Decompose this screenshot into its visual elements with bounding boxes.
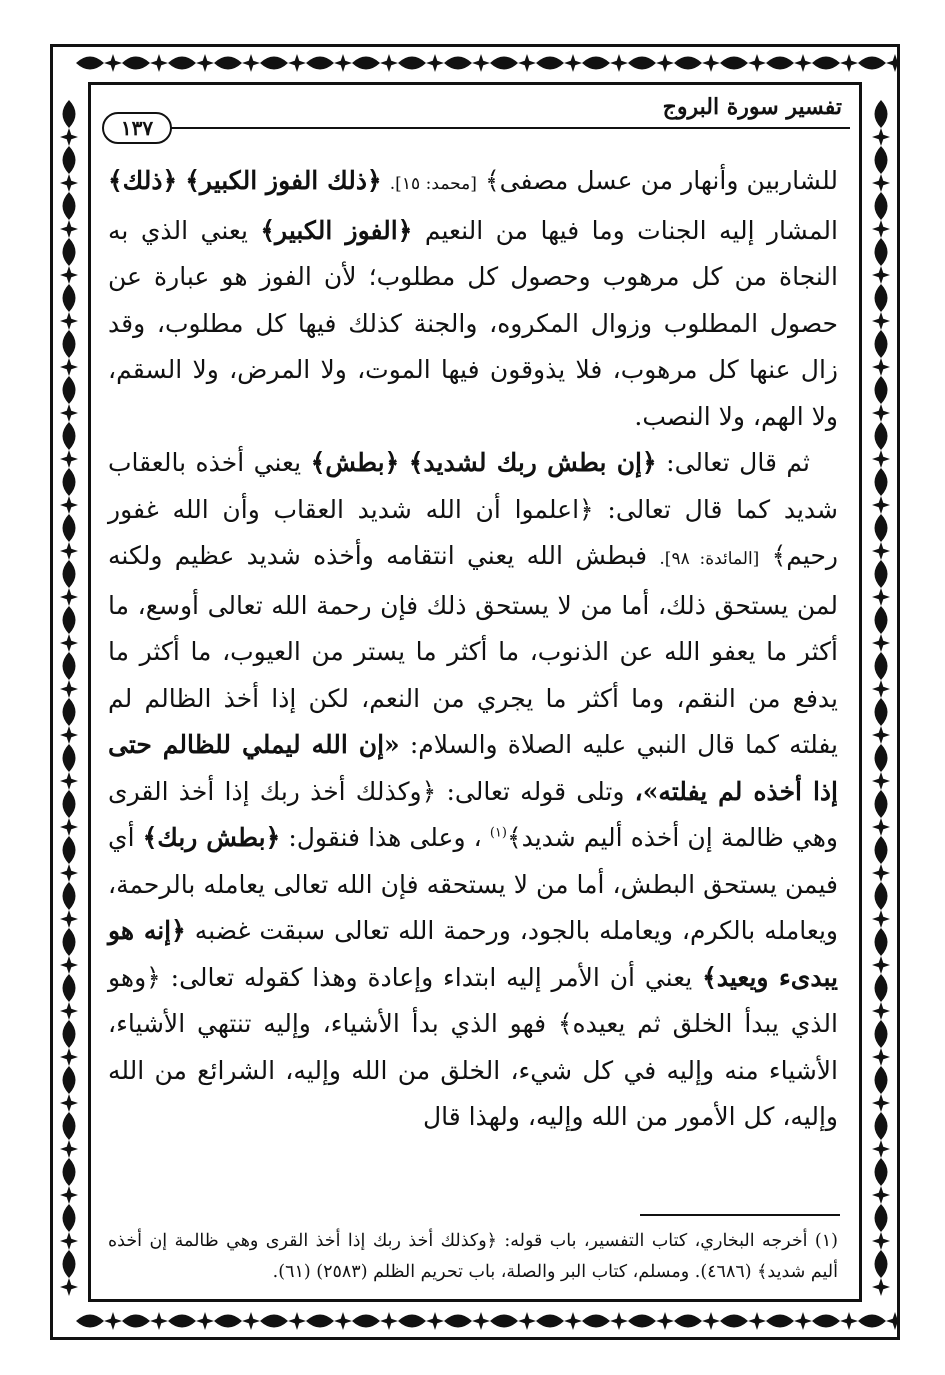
star-ornament	[472, 1312, 490, 1330]
leaf-ornament	[63, 836, 76, 864]
star-ornament	[334, 1312, 352, 1330]
star-ornament	[196, 1312, 214, 1330]
leaf-ornament	[63, 928, 76, 956]
leaf-ornament	[674, 1315, 702, 1328]
leaf-ornament	[490, 1315, 518, 1328]
star-ornament	[380, 1312, 398, 1330]
star-ornament	[60, 1094, 78, 1112]
star-ornament	[872, 450, 890, 468]
leaf-ornament	[214, 1315, 242, 1328]
leaf-ornament	[63, 1066, 76, 1094]
leaf-ornament	[63, 1158, 76, 1186]
leaf-ornament	[122, 57, 150, 70]
star-ornament	[60, 1048, 78, 1066]
leaf-ornament	[63, 192, 76, 220]
star-ornament	[872, 1048, 890, 1066]
leaf-ornament	[582, 57, 610, 70]
leaf-ornament	[875, 146, 888, 174]
running-title: تفسير سورة البروج	[662, 94, 842, 120]
star-ornament	[60, 956, 78, 974]
leaf-ornament	[63, 376, 76, 404]
star-ornament	[60, 1140, 78, 1158]
star-ornament	[196, 54, 214, 72]
star-ornament	[872, 588, 890, 606]
star-ornament	[380, 54, 398, 72]
leaf-ornament	[875, 744, 888, 772]
star-ornament	[748, 1312, 766, 1330]
star-ornament	[60, 1186, 78, 1204]
text-run: أي فيمن يستحق البطش، أما من لا يستحقه فإن الله تعالى يعامله بالرحمة، ويعامله بالكرم، ويعامله بالجود، ورحمة الله تعالى سبقت غضبه	[108, 823, 838, 945]
star-ornament	[334, 54, 352, 72]
star-ornament	[564, 54, 582, 72]
leaf-ornament	[720, 1315, 748, 1328]
star-ornament	[872, 542, 890, 560]
star-ornament	[886, 54, 900, 72]
paragraph-1	[108, 158, 838, 440]
star-ornament	[840, 1312, 858, 1330]
star-ornament	[60, 818, 78, 836]
star-ornament	[60, 358, 78, 376]
leaf-ornament	[766, 57, 794, 70]
star-ornament	[60, 1232, 78, 1250]
star-ornament	[872, 772, 890, 790]
quranic-phrase: ﴿إن بطش ربك لشديد﴾	[408, 448, 657, 477]
leaf-ornament	[76, 57, 104, 70]
hadith-quote: «إن الله ليملي للظالم حتى إذا أخذه لم يفلته»،	[108, 730, 838, 806]
star-ornament	[872, 220, 890, 238]
star-ornament	[702, 54, 720, 72]
star-ornament	[872, 680, 890, 698]
star-ornament	[794, 54, 812, 72]
quranic-phrase: ﴿ذلك﴾	[108, 166, 178, 195]
header-rule	[170, 127, 850, 129]
leaf-ornament	[875, 652, 888, 680]
leaf-ornament	[63, 514, 76, 542]
leaf-ornament	[398, 57, 426, 70]
leaf-ornament	[628, 1315, 656, 1328]
leaf-ornament	[63, 468, 76, 496]
star-ornament	[60, 910, 78, 928]
leaf-ornament	[122, 1315, 150, 1328]
leaf-ornament	[875, 698, 888, 726]
leaf-ornament	[674, 57, 702, 70]
leaf-ornament	[875, 376, 888, 404]
leaf-ornament	[812, 1315, 840, 1328]
star-ornament	[472, 54, 490, 72]
leaf-ornament	[875, 560, 888, 588]
star-ornament	[60, 450, 78, 468]
star-ornament	[60, 1278, 78, 1296]
star-ornament	[872, 496, 890, 514]
star-ornament	[872, 312, 890, 330]
star-ornament	[426, 1312, 444, 1330]
leaf-ornament	[63, 1020, 76, 1048]
quranic-quote: ﴿اعلموا أن الله شديد العقاب وأن الله غفور رحيم﴾	[108, 494, 838, 570]
leaf-ornament	[63, 238, 76, 266]
leaf-ornament	[875, 422, 888, 450]
star-ornament	[656, 54, 674, 72]
star-ornament	[872, 1140, 890, 1158]
leaf-ornament	[306, 57, 334, 70]
leaf-ornament	[63, 560, 76, 588]
text-run: المشار إليه الجنات وما فيها من النعيم	[424, 215, 838, 245]
citation: [المائدة: ٩٨].	[659, 549, 760, 569]
star-ornament	[60, 726, 78, 744]
leaf-ornament	[63, 652, 76, 680]
leaf-ornament	[260, 57, 288, 70]
star-ornament	[60, 128, 78, 146]
text-run: وتلى قوله تعالى: ﴿وكذلك أخذ ربك إذا أخذ القرى وهي ظالمة إن أخذه أليم شديد﴾	[108, 776, 838, 852]
star-ornament	[872, 358, 890, 376]
leaf-ornament	[63, 698, 76, 726]
leaf-ornament	[875, 238, 888, 266]
leaf-ornament	[214, 57, 242, 70]
star-ornament	[242, 1312, 260, 1330]
star-ornament	[60, 1002, 78, 1020]
star-ornament	[886, 1312, 900, 1330]
leaf-ornament	[875, 468, 888, 496]
star-ornament	[426, 54, 444, 72]
star-ornament	[872, 266, 890, 284]
leaf-ornament	[63, 284, 76, 312]
star-ornament	[872, 1002, 890, 1020]
quranic-phrase: ﴿ذلك الفوز الكبير﴾	[185, 166, 382, 195]
leaf-ornament	[76, 1315, 104, 1328]
star-ornament	[872, 726, 890, 744]
text-run: للشاربين وأنهار من عسل مصفى﴾	[485, 166, 838, 195]
star-ornament	[610, 54, 628, 72]
paragraph-2	[108, 440, 838, 1141]
leaf-ornament	[858, 1315, 886, 1328]
star-ornament	[872, 634, 890, 652]
text-run: ، وعلى هذا فنقول:	[288, 823, 482, 852]
leaf-ornament	[352, 1315, 380, 1328]
text-run: يعني أن الأمر إليه ابتداء وإعادة وهذا كقوله تعالى: ﴿وهو الذي يبدأ الخلق ثم يعيده﴾ فهو الذي بدأ الأشياء، وإليه تنتهي الأشياء، الأشياء منه وإليه في كل شيء، الخلق من الله وإليه، الشرائع من الله وإليه، كل الأمور من الله وإليه، ولهذا قال	[108, 962, 838, 1131]
leaf-ornament	[875, 928, 888, 956]
leaf-ornament	[352, 57, 380, 70]
quranic-phrase: ﴿إنه هو يبدىء ويعيد﴾	[108, 916, 838, 992]
main-text	[108, 158, 838, 1141]
star-ornament	[518, 1312, 536, 1330]
leaf-ornament	[875, 882, 888, 910]
star-ornament	[60, 174, 78, 192]
leaf-ornament	[63, 1204, 76, 1232]
footnote-separator	[640, 1214, 840, 1216]
star-ornament	[242, 54, 260, 72]
text-run: فبطش الله يعني انتقامه وأخذه شديد عظيم ولكنه لمن يستحق ذلك، أما من لا يستحق ذلك فإن رحمة الله تعالى أوسع، ما أكثر ما يعفو الله عن الذنوب، ما أكثر ما يستر من العيوب، ما أكثر ما يدفع من النقم، وما أكثر ما يجري من النعم، لكن إذا أخذ الظالم لم يفلته كما قال النبي عليه الصلاة والسلام:	[108, 541, 839, 759]
leaf-ornament	[875, 330, 888, 358]
star-ornament	[104, 54, 122, 72]
leaf-ornament	[875, 1020, 888, 1048]
footnotes	[108, 1226, 838, 1288]
star-ornament	[840, 54, 858, 72]
footnote-1: (١) أخرجه البخاري، كتاب التفسير، باب قوله: ﴿وكذلك أخذ ربك إذا أخذ القرى وهي ظالمة إن أخذه أليم شديد﴾ (٤٦٨٦). ومسلم، كتاب البر والصلة، باب تحريم الظلم (٢٥٨٣) (٦١).	[108, 1231, 838, 1282]
text-run: يعني الذي به النجاة من كل مرهوب وحصول كل مطلوب؛ لأن الفوز هو عبارة عن حصول المطلوب وزوال المكروه، والجنة كذلك فيها كل مطلوب، وقد زال عنها كل مرهوب، فلا يذوقون فيها الموت، ولا المرض، ولا السقم، ولا الهم، ولا النصب.	[108, 215, 838, 431]
leaf-ornament	[168, 57, 196, 70]
leaf-ornament	[875, 1112, 888, 1140]
star-ornament	[872, 956, 890, 974]
leaf-ornament	[168, 1315, 196, 1328]
leaf-ornament	[582, 1315, 610, 1328]
leaf-ornament	[628, 57, 656, 70]
star-ornament	[872, 910, 890, 928]
star-ornament	[60, 772, 78, 790]
star-ornament	[794, 1312, 812, 1330]
leaf-ornament	[875, 1158, 888, 1186]
leaf-ornament	[858, 57, 886, 70]
star-ornament	[60, 220, 78, 238]
quranic-phrase: ﴿الفوز الكبير﴾	[260, 215, 413, 245]
leaf-ornament	[63, 606, 76, 634]
quranic-phrase: ﴿بطش﴾	[310, 448, 400, 477]
star-ornament	[872, 1232, 890, 1250]
leaf-ornament	[875, 514, 888, 542]
star-ornament	[872, 404, 890, 422]
star-ornament	[656, 1312, 674, 1330]
leaf-ornament	[63, 790, 76, 818]
star-ornament	[872, 128, 890, 146]
star-ornament	[60, 496, 78, 514]
leaf-ornament	[875, 1066, 888, 1094]
star-ornament	[104, 1312, 122, 1330]
leaf-ornament	[63, 146, 76, 174]
leaf-ornament	[63, 744, 76, 772]
leaf-ornament	[536, 1315, 564, 1328]
page-number: ١٣٧	[102, 112, 172, 144]
footnote-marker: (١)	[489, 825, 507, 841]
text-run: يعني أخذه بالعقاب شديد كما قال تعالى:	[108, 448, 838, 524]
star-ornament	[748, 54, 766, 72]
star-ornament	[872, 1186, 890, 1204]
leaf-ornament	[63, 974, 76, 1002]
star-ornament	[702, 1312, 720, 1330]
leaf-ornament	[720, 57, 748, 70]
leaf-ornament	[444, 1315, 472, 1328]
star-ornament	[60, 542, 78, 560]
leaf-ornament	[63, 1112, 76, 1140]
leaf-ornament	[875, 1204, 888, 1232]
leaf-ornament	[875, 790, 888, 818]
star-ornament	[60, 404, 78, 422]
citation: [محمد: ١٥].	[389, 174, 477, 194]
star-ornament	[150, 1312, 168, 1330]
page-header	[100, 90, 850, 146]
star-ornament	[518, 54, 536, 72]
leaf-ornament	[260, 1315, 288, 1328]
star-ornament	[610, 1312, 628, 1330]
leaf-ornament	[875, 284, 888, 312]
star-ornament	[60, 266, 78, 284]
quranic-phrase: ﴿بطش ربك﴾	[142, 823, 281, 852]
leaf-ornament	[812, 57, 840, 70]
star-ornament	[60, 588, 78, 606]
leaf-ornament	[536, 57, 564, 70]
text-run: ثم قال تعالى:	[666, 448, 810, 477]
leaf-ornament	[306, 1315, 334, 1328]
leaf-ornament	[875, 836, 888, 864]
leaf-ornament	[875, 1250, 888, 1278]
leaf-ornament	[875, 606, 888, 634]
leaf-ornament	[63, 1250, 76, 1278]
star-ornament	[872, 1278, 890, 1296]
star-ornament	[60, 312, 78, 330]
star-ornament	[60, 864, 78, 882]
leaf-ornament	[875, 974, 888, 1002]
star-ornament	[564, 1312, 582, 1330]
leaf-ornament	[444, 57, 472, 70]
leaf-ornament	[63, 100, 76, 128]
leaf-ornament	[398, 1315, 426, 1328]
star-ornament	[872, 818, 890, 836]
leaf-ornament	[63, 422, 76, 450]
leaf-ornament	[875, 192, 888, 220]
star-ornament	[872, 864, 890, 882]
star-ornament	[872, 1094, 890, 1112]
star-ornament	[60, 634, 78, 652]
leaf-ornament	[766, 1315, 794, 1328]
star-ornament	[288, 54, 306, 72]
star-ornament	[288, 1312, 306, 1330]
star-ornament	[872, 174, 890, 192]
leaf-ornament	[490, 57, 518, 70]
star-ornament	[60, 680, 78, 698]
leaf-ornament	[63, 330, 76, 358]
leaf-ornament	[875, 100, 888, 128]
star-ornament	[150, 54, 168, 72]
leaf-ornament	[63, 882, 76, 910]
